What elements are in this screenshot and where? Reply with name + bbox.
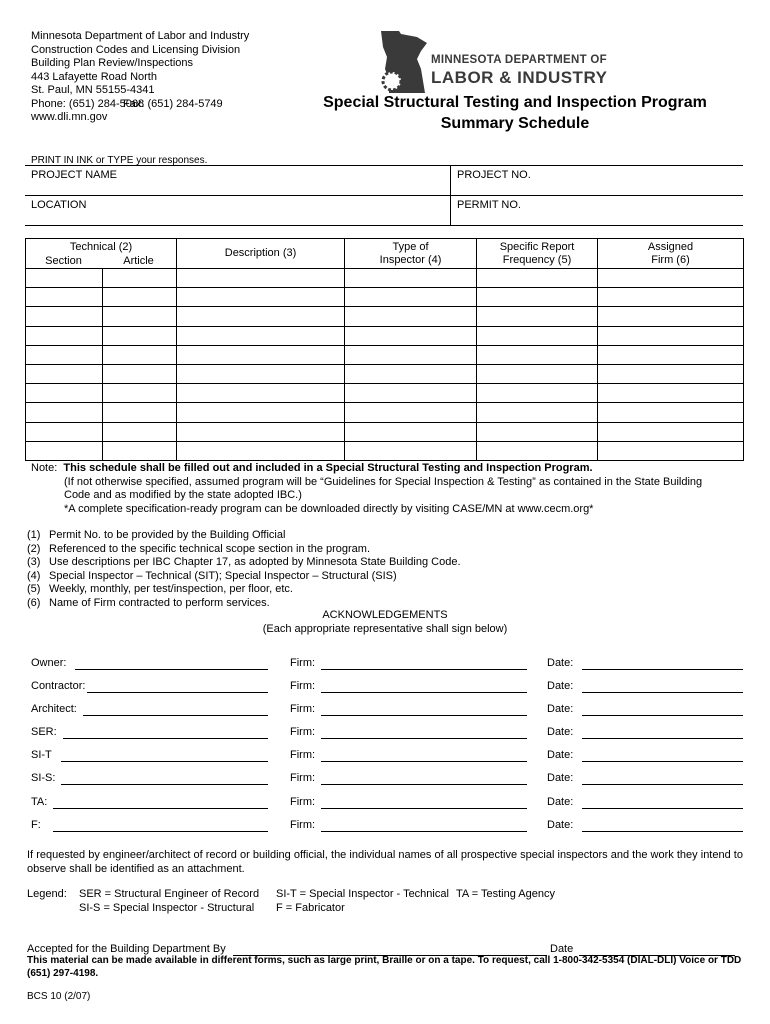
description-header: Description (3) [177, 239, 345, 269]
project-no-label: PROJECT NO. [457, 169, 531, 181]
date-line[interactable] [582, 784, 743, 785]
table-cell[interactable] [26, 345, 103, 364]
permit-no-label: PERMIT NO. [457, 199, 521, 211]
table-cell[interactable] [103, 384, 177, 403]
date-label: Date: [547, 680, 574, 692]
table-cell[interactable] [103, 307, 177, 326]
assigned-firm-header [598, 239, 744, 269]
role-label: F: [31, 819, 41, 831]
technical-header [26, 239, 177, 269]
table-cell[interactable] [177, 307, 345, 326]
role-label: Contractor: [31, 680, 86, 692]
note-line: *A complete specification-ready program can be downloaded directly by visiting CASE/MN at www.cecm.org* [64, 502, 594, 515]
table-cell[interactable] [177, 364, 345, 383]
table-cell[interactable] [345, 422, 477, 441]
project-no-field[interactable] [451, 166, 743, 196]
table-cell[interactable] [177, 269, 345, 288]
firm-label: Firm: [290, 726, 316, 738]
table-cell[interactable] [477, 345, 598, 364]
table-cell[interactable] [598, 345, 744, 364]
location-row [25, 196, 743, 226]
contractor-signature-line[interactable] [87, 692, 268, 693]
table-cell[interactable] [26, 422, 103, 441]
assigned-firm-line2: Firm (6) [651, 253, 690, 266]
date-line[interactable] [582, 715, 743, 716]
date-label: Date: [547, 796, 574, 808]
table-cell[interactable] [598, 422, 744, 441]
role-label: SER: [31, 726, 57, 738]
role-label: Owner: [31, 657, 67, 669]
table-cell[interactable] [26, 384, 103, 403]
legend-label: Legend: [27, 888, 67, 900]
table-cell[interactable] [598, 364, 744, 383]
architect-signature-line[interactable] [83, 715, 268, 716]
table-cell[interactable] [345, 441, 477, 460]
firm-label: Firm: [290, 796, 316, 808]
legend-ta: TA = Testing Agency [456, 888, 555, 900]
date-line[interactable] [582, 761, 743, 762]
list-item [27, 583, 743, 597]
footnote-number: (5) [27, 583, 41, 595]
table-cell[interactable] [345, 269, 477, 288]
table-cell[interactable] [598, 288, 744, 307]
table-row [26, 345, 744, 364]
title-line-2: Summary Schedule [440, 115, 590, 132]
ta-signature-line[interactable] [53, 808, 268, 809]
firm-line[interactable] [321, 761, 527, 762]
date-label: Date: [547, 657, 574, 669]
date-line[interactable] [582, 808, 743, 809]
footnote-number: (4) [27, 569, 41, 582]
list-item [27, 570, 743, 584]
footnote-text: Special Inspector – Technical (SIT); Special Inspector – Structural (SIS) [49, 569, 397, 582]
date-label: Date: [547, 726, 574, 738]
firm-line[interactable] [321, 692, 527, 693]
table-row [26, 326, 744, 345]
signature-row-sit [31, 749, 743, 763]
table-cell[interactable] [598, 326, 744, 345]
schedule-note [31, 462, 743, 516]
signature-row-ser [31, 726, 743, 740]
table-row [26, 288, 744, 307]
accepted-date-label: Date [550, 943, 574, 955]
table-cell[interactable] [177, 422, 345, 441]
page-title [300, 92, 730, 134]
table-cell[interactable] [477, 403, 598, 422]
table-cell[interactable] [477, 364, 598, 383]
article-label: Article [123, 255, 154, 267]
table-cell[interactable] [177, 288, 345, 307]
project-row [25, 166, 743, 196]
table-cell[interactable] [177, 384, 345, 403]
table-cell[interactable] [26, 288, 103, 307]
table-row [26, 269, 744, 288]
table-cell[interactable] [103, 288, 177, 307]
firm-label: Firm: [290, 772, 316, 784]
signature-row-owner [31, 657, 743, 671]
table-cell[interactable] [103, 326, 177, 345]
role-label: SI-T [31, 749, 52, 761]
table-cell[interactable] [477, 288, 598, 307]
firm-line[interactable] [321, 669, 527, 670]
table-cell[interactable] [598, 269, 744, 288]
table-cell[interactable] [598, 403, 744, 422]
role-label: TA: [31, 796, 48, 808]
table-cell[interactable] [177, 441, 345, 460]
address-line: St. Paul, MN 55155-4341 [31, 84, 155, 96]
ser-signature-line[interactable] [63, 738, 268, 739]
accepted-label: Accepted for the Building Department By [27, 943, 226, 955]
location-label: LOCATION [31, 199, 87, 211]
contact-line [31, 98, 301, 112]
role-label: Architect: [31, 703, 77, 715]
table-cell[interactable] [177, 326, 345, 345]
firm-label: Firm: [290, 657, 316, 669]
table-cell[interactable] [345, 288, 477, 307]
firm-line[interactable] [321, 738, 527, 739]
table-row [26, 422, 744, 441]
table-row [26, 307, 744, 326]
project-name-field[interactable] [25, 166, 451, 196]
print-instructions: PRINT IN INK or TYPE your responses. [31, 155, 208, 166]
legend-f: F = Fabricator [276, 902, 345, 914]
attachment-paragraph: If requested by engineer/architect of record or building official, the individual names of all prospective special inspectors and the work they intend to observe shall be identified as an attachment. [27, 849, 743, 875]
firm-label: Firm: [290, 819, 316, 831]
schedule-body [26, 269, 744, 461]
logo-line-2: LABOR & INDUSTRY [431, 68, 608, 87]
address-line: Minnesota Department of Labor and Industry [31, 30, 250, 42]
note-bold-text: This schedule shall be filled out and included in a Special Structural Testing and Inspection Program. [63, 462, 593, 474]
table-cell[interactable] [477, 441, 598, 460]
date-label: Date: [547, 819, 574, 831]
table-cell[interactable] [26, 307, 103, 326]
date-label: Date: [547, 703, 574, 715]
footnote-text: Weekly, monthly, per test/inspection, per floor, etc. [49, 583, 293, 595]
table-cell[interactable] [345, 364, 477, 383]
legend-sis: SI-S = Special Inspector - Structural [79, 902, 255, 914]
location-field[interactable] [25, 196, 451, 226]
signature-row-ta [31, 796, 743, 810]
signature-row-contractor [31, 680, 743, 694]
signature-row-f [31, 819, 743, 833]
mn-dli-logo [377, 29, 647, 97]
table-cell[interactable] [477, 307, 598, 326]
list-item [27, 597, 743, 611]
form-number: BCS 10 (2/07) [27, 991, 91, 1002]
logo-line-1: MINNESOTA DEPARTMENT OF [431, 54, 607, 66]
note-line: Code and as modified by the state adopted IBC.) [64, 489, 302, 501]
firm-label: Firm: [290, 749, 316, 761]
address-line: Building Plan Review/Inspections [31, 57, 194, 69]
technical-label: Technical (2) [69, 240, 133, 253]
footnote-number: (6) [27, 596, 41, 609]
table-row [26, 441, 744, 460]
footnote-number: (3) [27, 556, 41, 568]
table-row [26, 364, 744, 383]
phone-number: Phone: (651) 284-5068 [31, 97, 145, 110]
note-line: (If not otherwise specified, assumed program will be “Guidelines for Special Inspection & Testing” as contained in the State Building [64, 475, 703, 488]
table-cell[interactable] [598, 384, 744, 403]
footnote-text: Name of Firm contracted to perform services. [49, 596, 270, 609]
report-frequency-line1: Specific Report [499, 240, 575, 253]
legend-sit: SI-T = Special Inspector - Technical [276, 888, 449, 900]
footnote-number: (2) [27, 542, 41, 555]
schedule-table [25, 238, 744, 461]
firm-line[interactable] [321, 808, 527, 809]
firm-line[interactable] [321, 715, 527, 716]
date-line[interactable] [582, 692, 743, 693]
table-cell[interactable] [26, 364, 103, 383]
f-signature-line[interactable] [53, 831, 268, 832]
footnote-number: (1) [27, 529, 41, 541]
firm-label: Firm: [290, 703, 316, 715]
agency-address [31, 30, 301, 125]
date-label: Date: [547, 772, 574, 784]
legend-ser: SER = Structural Engineer of Record [79, 888, 260, 900]
role-label: SI-S: [31, 772, 56, 784]
report-frequency-header [477, 239, 598, 269]
footnote-text: Permit No. to be provided by the Building Official [49, 529, 286, 541]
inspector-type-header [345, 239, 477, 269]
title-line-1: Special Structural Testing and Inspection Program [323, 94, 707, 111]
table-cell[interactable] [103, 403, 177, 422]
table-cell[interactable] [345, 345, 477, 364]
date-line[interactable] [582, 669, 743, 670]
sit-signature-line[interactable] [61, 761, 268, 762]
firm-line[interactable] [321, 831, 527, 832]
list-item [27, 543, 743, 557]
permit-no-field[interactable] [451, 196, 743, 226]
signature-row-architect [31, 703, 743, 717]
gear-icon [383, 72, 401, 90]
schedule-header-row [26, 239, 744, 269]
signature-row-sis [31, 772, 743, 786]
sis-signature-line[interactable] [61, 784, 268, 785]
footnote-text: Use descriptions per IBC Chapter 17, as adopted by Minnesota State Building Code. [49, 556, 461, 568]
table-cell[interactable] [103, 345, 177, 364]
footnotes-list [27, 529, 743, 610]
table-cell[interactable] [598, 441, 744, 460]
table-cell[interactable] [477, 269, 598, 288]
firm-label: Firm: [290, 680, 316, 692]
table-cell[interactable] [103, 364, 177, 383]
footnote-text: Referenced to the specific technical scope section in the program. [49, 542, 371, 555]
address-line: Construction Codes and Licensing Division [31, 43, 241, 56]
date-line[interactable] [582, 738, 743, 739]
note-label: Note: [31, 462, 58, 474]
availability-notice: This material can be made available in different forms, such as large print, Braille or on a tape. To request, call 1-800-342-5354 (DIAL-DLI) Voice or TDD (651) 297-4198. [27, 955, 742, 979]
acknowledgements-heading [0, 609, 770, 636]
table-cell[interactable] [26, 403, 103, 422]
table-cell[interactable] [177, 403, 345, 422]
table-cell[interactable] [103, 441, 177, 460]
table-cell[interactable] [477, 422, 598, 441]
project-info-box [25, 165, 743, 226]
acknowledgements-subtitle: (Each appropriate representative shall sign below) [262, 622, 508, 635]
table-cell[interactable] [26, 326, 103, 345]
table-cell[interactable] [345, 307, 477, 326]
list-item [27, 529, 743, 543]
table-row [26, 403, 744, 422]
owner-signature-line[interactable] [75, 669, 268, 670]
table-cell[interactable] [103, 422, 177, 441]
table-cell[interactable] [177, 345, 345, 364]
date-label: Date: [547, 749, 574, 761]
table-cell[interactable] [598, 307, 744, 326]
table-row [26, 384, 744, 403]
section-label: Section [45, 255, 82, 267]
firm-line[interactable] [321, 784, 527, 785]
table-cell[interactable] [345, 326, 477, 345]
fax-number: Fax: (651) 284-5749 [123, 97, 223, 110]
table-cell[interactable] [345, 384, 477, 403]
inspector-type-line1: Type of [392, 240, 429, 253]
table-cell[interactable] [477, 326, 598, 345]
table-cell[interactable] [477, 384, 598, 403]
project-name-label: PROJECT NAME [31, 169, 117, 181]
assigned-firm-line1: Assigned [647, 240, 694, 253]
address-line: 443 Lafayette Road North [31, 70, 157, 83]
website: www.dli.mn.gov [31, 111, 108, 123]
table-cell[interactable] [345, 403, 477, 422]
list-item [27, 556, 743, 570]
acknowledgements-title: ACKNOWLEDGEMENTS [322, 609, 448, 621]
table-cell[interactable] [26, 441, 103, 460]
report-frequency-line2: Frequency (5) [502, 253, 572, 266]
table-cell[interactable] [26, 269, 103, 288]
inspector-type-line2: Inspector (4) [379, 253, 442, 266]
date-line[interactable] [582, 831, 743, 832]
table-cell[interactable] [103, 269, 177, 288]
legend [27, 888, 743, 916]
